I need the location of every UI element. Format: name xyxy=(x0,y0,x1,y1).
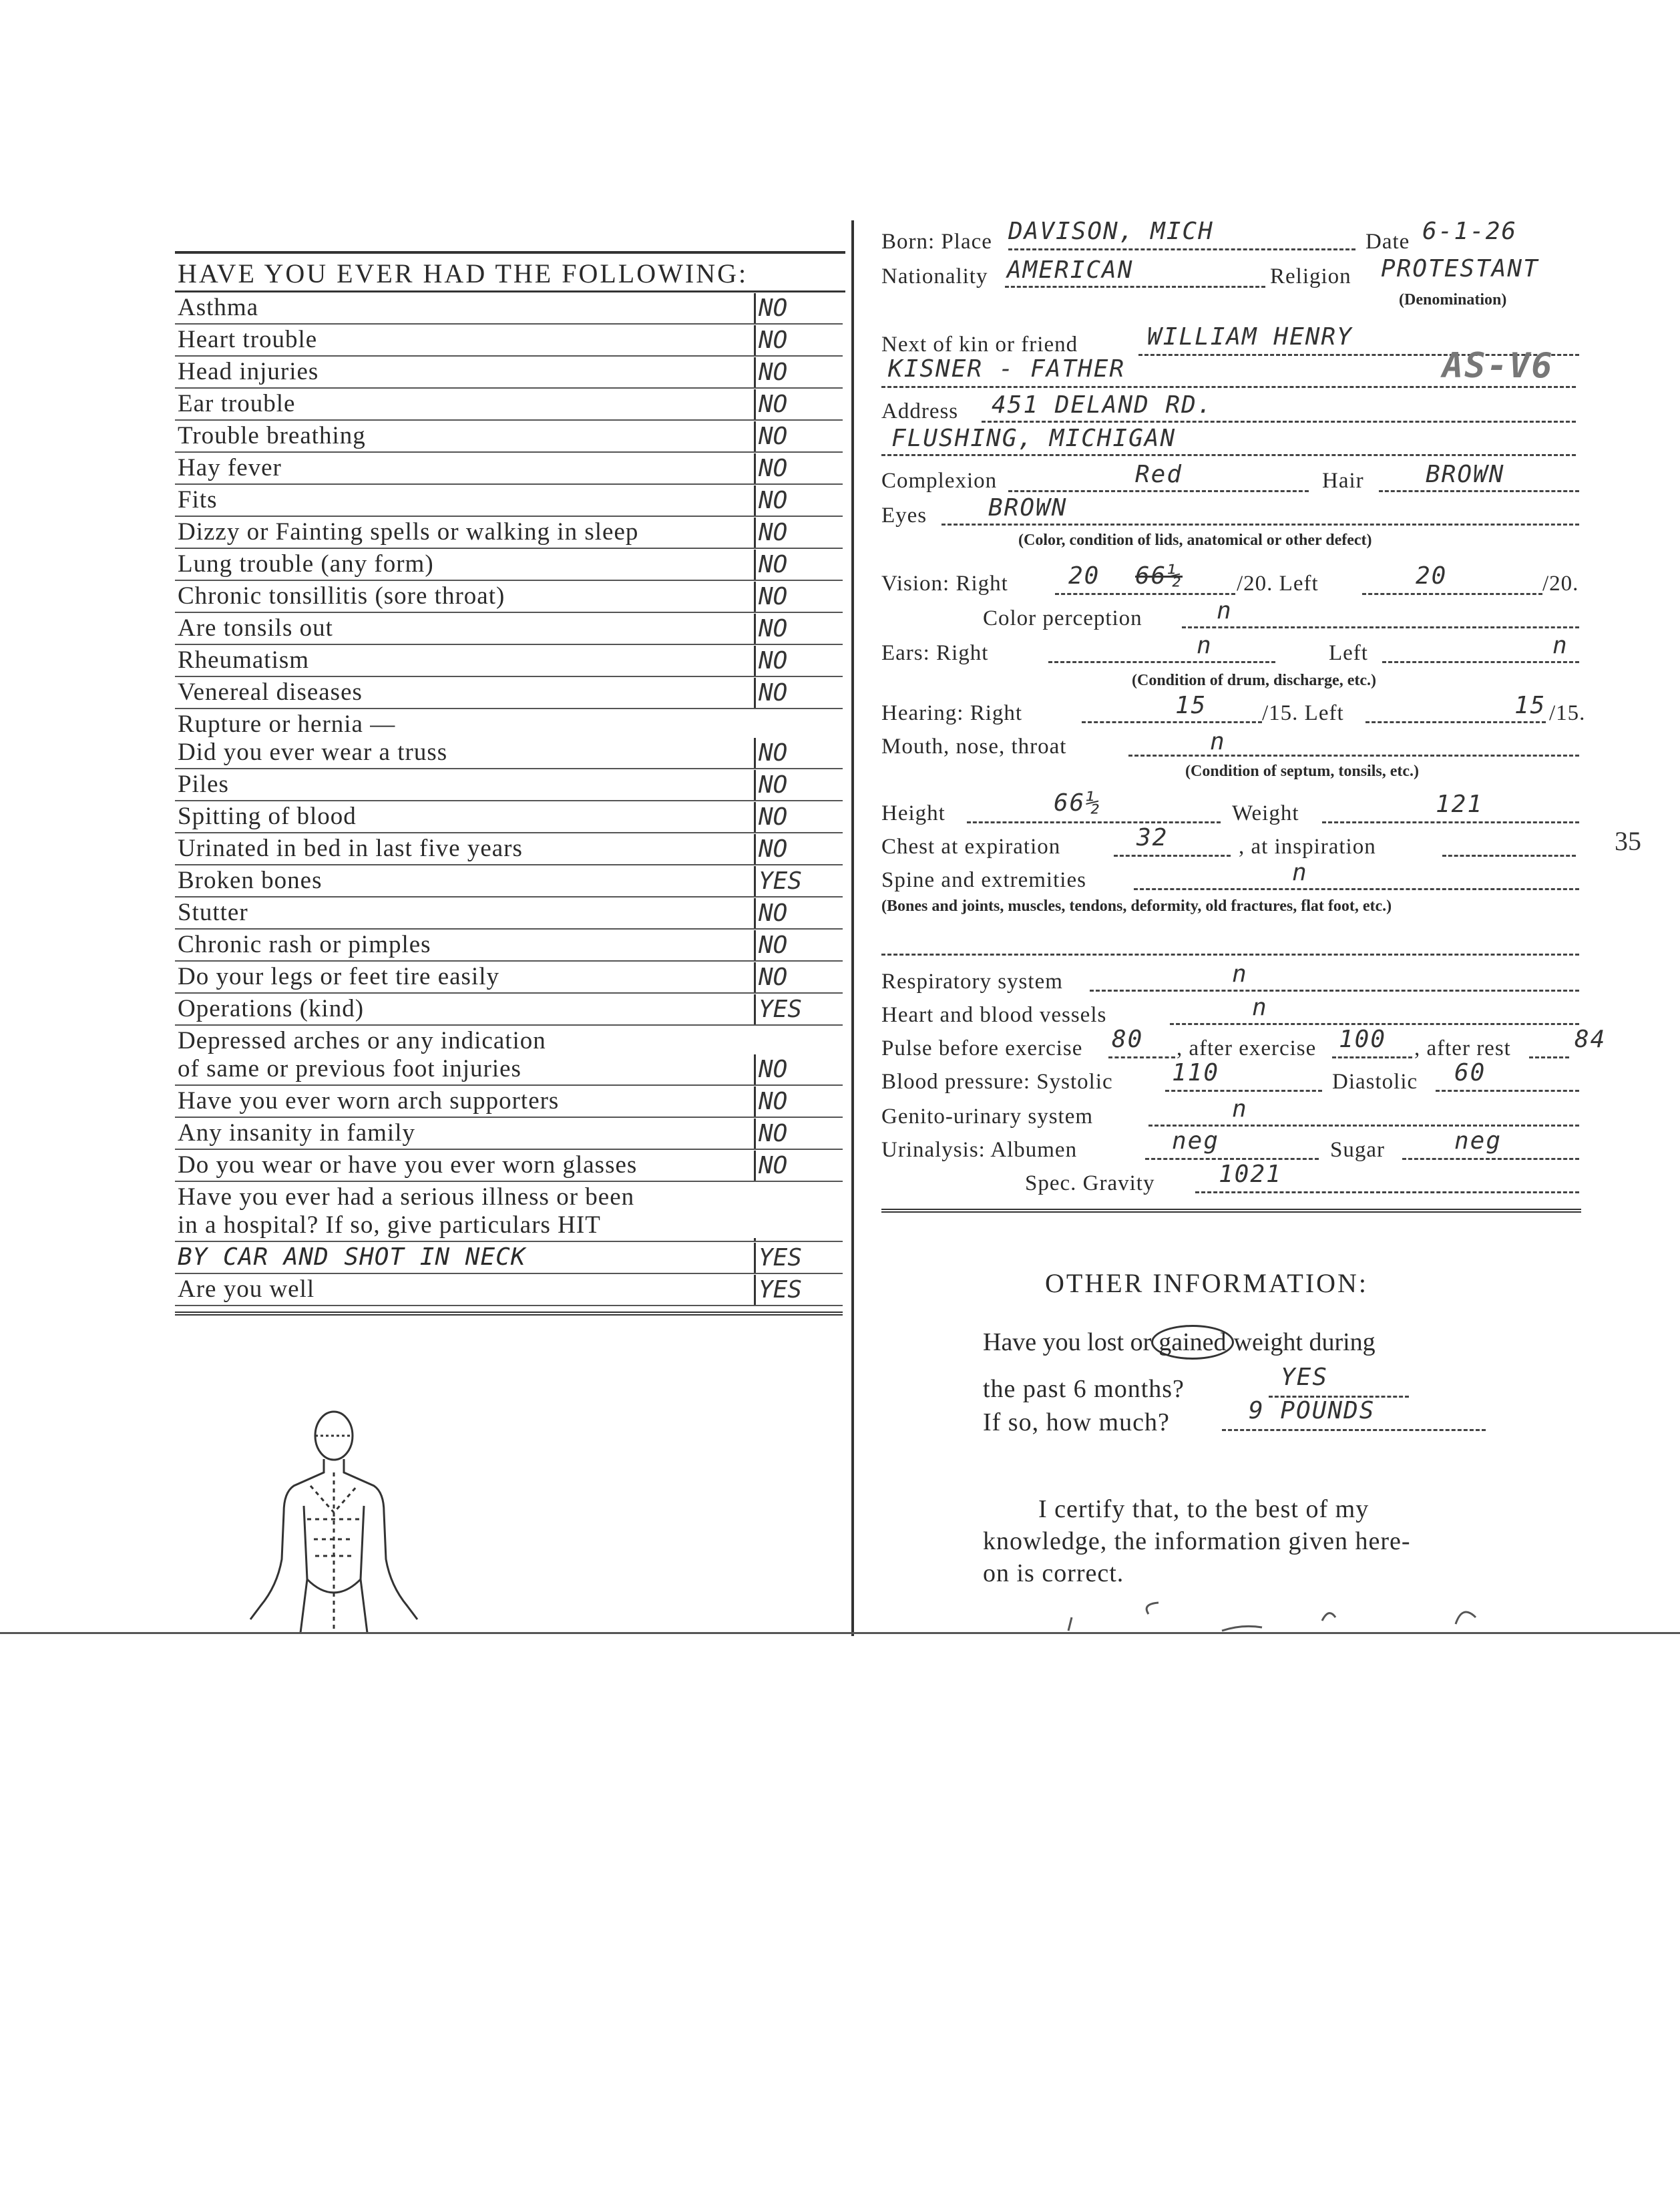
born-place-line xyxy=(1008,248,1355,250)
weight-question xyxy=(983,1328,1376,1357)
question-answer: NO xyxy=(754,930,843,960)
question-row xyxy=(175,1242,843,1274)
vision-label: Vision: Right xyxy=(881,572,1008,596)
question-text: Do your legs or feet tire easily xyxy=(178,963,500,990)
question-text: Rupture or hernia — Did you ever wear a truss xyxy=(178,711,448,766)
spine-label: Spine and extremities xyxy=(881,868,1086,892)
kin-line1: WILLIAM HENRY xyxy=(1147,323,1353,351)
question-row xyxy=(175,1086,843,1118)
question-text: Trouble breathing xyxy=(178,422,366,449)
pulse-rest-line xyxy=(1529,1056,1569,1058)
address-line2-rule xyxy=(881,454,1576,456)
office-stamp: AS-V6 xyxy=(1442,346,1554,386)
gu-label: Genito-urinary system xyxy=(881,1105,1094,1129)
question-text: Ear trouble xyxy=(178,390,296,417)
question-answer: NO xyxy=(754,550,843,580)
hair: BROWN xyxy=(1426,461,1505,488)
heart-value: n xyxy=(1252,994,1268,1021)
spine-value: n xyxy=(1292,859,1308,886)
weight-line xyxy=(1322,821,1579,823)
question-text: Hay fever xyxy=(178,454,282,481)
body-diagram-figure xyxy=(220,1406,447,1633)
address-label: Address xyxy=(881,399,959,423)
albumen-value: neg xyxy=(1172,1127,1220,1155)
question-row xyxy=(175,801,843,833)
gained-circled: gained xyxy=(1151,1325,1233,1360)
question-row xyxy=(175,1182,843,1242)
question-row xyxy=(175,1026,843,1086)
address-line1-rule xyxy=(982,421,1576,423)
question-text: Chronic tonsillitis (sore throat) xyxy=(178,582,505,610)
question-row xyxy=(175,581,843,613)
question-text: Heart trouble xyxy=(178,326,318,353)
question-row xyxy=(175,930,843,962)
spine-line xyxy=(1134,888,1579,890)
chest-insp-label: , at inspiration xyxy=(1239,835,1376,859)
kin-line2-rule xyxy=(881,386,1576,388)
hair-line xyxy=(1379,490,1579,492)
question-row xyxy=(175,517,843,549)
vision-end: /20. xyxy=(1542,572,1579,596)
weight-period-label: the past 6 months? xyxy=(983,1375,1185,1403)
religion-label: Religion xyxy=(1270,264,1351,288)
weight-amount-line xyxy=(1222,1429,1486,1431)
resp-line xyxy=(1090,990,1579,992)
born-place: DAVISON, MICH xyxy=(1008,218,1214,245)
question-text: Fits xyxy=(178,486,218,514)
question-answer: NO xyxy=(754,325,843,355)
spec-gravity: 1021 xyxy=(1219,1161,1282,1188)
religion: PROTESTANT xyxy=(1381,255,1539,282)
blank-rule xyxy=(881,954,1579,956)
mouth-line xyxy=(1128,755,1579,757)
nationality-line xyxy=(1005,286,1265,288)
other-info-title: OTHER INFORMATION: xyxy=(1045,1268,1368,1298)
question-row xyxy=(175,357,843,389)
resp-label: Respiratory system xyxy=(881,970,1063,994)
mouth-note: (Condition of septum, tonsils, etc.) xyxy=(1185,763,1420,780)
question-text: BY CAR AND SHOT IN NECK xyxy=(178,1243,526,1271)
certify-line3: on is correct. xyxy=(983,1559,1124,1587)
bp-systolic: 110 xyxy=(1172,1059,1220,1086)
question-answer: NO xyxy=(754,485,843,516)
eyes-note: (Color, condition of lids, anatomical or other defect) xyxy=(1018,532,1372,549)
question-text: Broken bones xyxy=(178,867,323,894)
hearing-mid: /15. Left xyxy=(1262,701,1344,725)
question-answer: YES xyxy=(754,866,843,896)
ears-right: n xyxy=(1197,632,1213,659)
bp-dia-label: Diastolic xyxy=(1332,1070,1418,1094)
date-label: Date xyxy=(1366,230,1410,254)
question-text: Stutter xyxy=(178,899,248,926)
question-row xyxy=(175,833,843,865)
question-answer: NO xyxy=(754,770,843,800)
vision-right: 20 xyxy=(1068,562,1100,590)
height-line xyxy=(967,821,1221,823)
bp-sys-line xyxy=(1165,1090,1322,1092)
section-rule xyxy=(881,1209,1581,1213)
question-text: Spitting of blood xyxy=(178,803,357,830)
question-text: Operations (kind) xyxy=(178,995,365,1022)
pulse-after: 100 xyxy=(1339,1026,1387,1053)
height-value: 66½ xyxy=(1054,789,1102,817)
heart-line xyxy=(1170,1023,1579,1025)
heart-label: Heart and blood vessels xyxy=(881,1003,1107,1027)
questionnaire-title: HAVE YOU EVER HAD THE FOLLOWING: xyxy=(175,251,845,292)
question-list xyxy=(175,292,843,1306)
urinalysis-label: Urinalysis: Albumen xyxy=(881,1138,1078,1162)
color-perception-label: Color perception xyxy=(983,606,1142,630)
spine-note: (Bones and joints, muscles, tendons, deformity, old fractures, flat foot, etc.) xyxy=(881,897,1392,915)
question-row xyxy=(175,1274,843,1306)
question-answer: NO xyxy=(754,1119,843,1149)
kin-label: Next of kin or friend xyxy=(881,333,1078,357)
pulse-rest: 84 xyxy=(1574,1026,1607,1053)
question-row xyxy=(175,421,843,453)
sugar-label: Sugar xyxy=(1330,1138,1385,1162)
gu-value: n xyxy=(1232,1095,1248,1123)
certify-line1: I certify that, to the best of my xyxy=(1038,1495,1370,1523)
chest-expiration: 32 xyxy=(1136,824,1169,851)
question-row xyxy=(175,994,843,1026)
question-text: Any insanity in family xyxy=(178,1119,415,1147)
born-label: Born: Place xyxy=(881,230,992,254)
weight-label: Weight xyxy=(1232,801,1299,825)
column-divider xyxy=(851,220,854,1636)
weight-amount: 9 POUNDS xyxy=(1249,1397,1376,1424)
question-answer: YES xyxy=(754,994,843,1024)
question-text: Have you ever worn arch supporters xyxy=(178,1087,560,1115)
ears-right-line xyxy=(1048,661,1275,663)
question-row xyxy=(175,769,843,801)
vision-right-line xyxy=(1055,593,1235,595)
color-perception: n xyxy=(1217,597,1233,624)
pulse-after-label: , after exercise xyxy=(1177,1036,1317,1060)
question-text: Chronic rash or pimples xyxy=(178,931,431,958)
ears-left: n xyxy=(1552,632,1568,659)
question-text: Piles xyxy=(178,771,229,798)
question-answer: NO xyxy=(754,1054,843,1084)
question-answer: NO xyxy=(754,1151,843,1181)
weight-question-part2: weight during xyxy=(1233,1328,1376,1356)
bp-dia-line xyxy=(1436,1090,1579,1092)
question-answer: NO xyxy=(754,738,843,768)
questionnaire-bottom-rule xyxy=(175,1312,843,1316)
hearing-right: 15 xyxy=(1175,692,1207,719)
certify-line2: knowledge, the information given here- xyxy=(983,1527,1411,1555)
spec-gravity-line xyxy=(1195,1191,1579,1193)
ears-left-label: Left xyxy=(1329,641,1368,665)
question-text: Dizzy or Fainting spells or walking in sleep xyxy=(178,518,639,546)
question-text: Depressed arches or any indication of same or previous foot injuries xyxy=(178,1027,546,1082)
question-row xyxy=(175,292,843,325)
question-text: Head injuries xyxy=(178,358,319,385)
question-row xyxy=(175,453,843,485)
hearing-label: Hearing: Right xyxy=(881,701,1023,725)
hearing-left-line xyxy=(1366,721,1546,723)
question-row xyxy=(175,549,843,581)
weight-value: 121 xyxy=(1436,791,1484,818)
sugar-value: neg xyxy=(1454,1127,1502,1155)
bp-label: Blood pressure: Systolic xyxy=(881,1070,1113,1094)
birth-date: 6-1-26 xyxy=(1422,218,1518,245)
kin-line2: KISNER - FATHER xyxy=(888,355,1126,383)
question-answer: NO xyxy=(754,453,843,483)
vision-left-line xyxy=(1362,593,1542,595)
vision-mid-label: /20. Left xyxy=(1237,572,1319,596)
ears-left-line xyxy=(1382,661,1579,663)
chest-inspiration: 35 xyxy=(1615,826,1641,856)
height-label: Height xyxy=(881,801,946,825)
eyes-label: Eyes xyxy=(881,504,927,528)
question-text: Do you wear or have you ever worn glasses xyxy=(178,1151,638,1179)
question-row xyxy=(175,389,843,421)
question-row xyxy=(175,645,843,677)
question-text: Rheumatism xyxy=(178,646,310,674)
complexion: Red xyxy=(1135,461,1183,488)
question-row xyxy=(175,485,843,517)
pulse-rest-label: , after rest xyxy=(1414,1036,1511,1060)
question-answer: NO xyxy=(754,614,843,644)
address-line1: 451 DELAND RD. xyxy=(992,391,1213,419)
question-text: Urinated in bed in last five years xyxy=(178,835,523,862)
ears-note: (Condition of drum, discharge, etc.) xyxy=(1132,672,1376,689)
question-answer xyxy=(754,1238,843,1241)
pulse-before: 80 xyxy=(1112,1026,1144,1053)
question-row xyxy=(175,962,843,994)
nationality: AMERICAN xyxy=(1007,256,1134,284)
denomination-note: (Denomination) xyxy=(1399,291,1507,309)
vision-right-crossed: 66½ xyxy=(1135,562,1183,590)
question-answer: NO xyxy=(754,293,843,323)
nationality-label: Nationality xyxy=(881,264,988,288)
pulse-after-line xyxy=(1332,1056,1412,1058)
question-row xyxy=(175,1150,843,1182)
question-row xyxy=(175,613,843,645)
question-answer: NO xyxy=(754,646,843,676)
address-line2: FLUSHING, MICHIGAN xyxy=(891,425,1177,452)
question-answer: NO xyxy=(754,962,843,992)
question-answer: NO xyxy=(754,518,843,548)
question-answer: NO xyxy=(754,582,843,612)
question-row xyxy=(175,897,843,930)
weight-question-part1: Have you lost or xyxy=(983,1328,1152,1356)
hearing-end: /15. xyxy=(1549,701,1586,725)
pulse-label: Pulse before exercise xyxy=(881,1036,1083,1060)
how-much-label: If so, how much? xyxy=(983,1408,1170,1436)
chest-exp-line xyxy=(1114,855,1231,857)
hair-label: Hair xyxy=(1322,469,1364,493)
question-answer: NO xyxy=(754,802,843,832)
hearing-left: 15 xyxy=(1514,692,1546,719)
question-answer: NO xyxy=(754,357,843,387)
question-row xyxy=(175,677,843,709)
question-answer: NO xyxy=(754,898,843,928)
vision-left: 20 xyxy=(1416,562,1448,590)
mouth-label: Mouth, nose, throat xyxy=(881,735,1067,759)
pulse-before-line xyxy=(1108,1056,1175,1058)
chest-label: Chest at expiration xyxy=(881,835,1061,859)
sugar-line xyxy=(1402,1158,1579,1160)
question-answer: YES xyxy=(754,1275,843,1305)
complexion-line xyxy=(1008,490,1309,492)
mouth-value: n xyxy=(1210,728,1226,755)
question-row xyxy=(175,325,843,357)
question-text: Asthma xyxy=(178,294,259,321)
signature-fragment xyxy=(1042,1597,1509,1637)
question-answer: NO xyxy=(754,1086,843,1117)
complexion-label: Complexion xyxy=(881,469,998,493)
question-answer: NO xyxy=(754,678,843,708)
color-perception-line xyxy=(1182,626,1579,628)
question-text: Are you well xyxy=(178,1275,315,1303)
hearing-right-line xyxy=(1082,721,1262,723)
question-answer: NO xyxy=(754,421,843,451)
resp-value: n xyxy=(1232,960,1248,988)
spec-gravity-label: Spec. Gravity xyxy=(1025,1171,1155,1195)
question-answer: NO xyxy=(754,389,843,419)
question-answer: NO xyxy=(754,834,843,864)
gu-line xyxy=(1148,1125,1579,1127)
eyes-line xyxy=(941,524,1579,526)
bp-diastolic: 60 xyxy=(1454,1059,1486,1086)
chest-insp-line xyxy=(1442,855,1576,857)
question-row xyxy=(175,1118,843,1150)
weight-change-answer: YES xyxy=(1281,1364,1329,1391)
question-text: Lung trouble (any form) xyxy=(178,550,434,578)
albumen-line xyxy=(1145,1158,1319,1160)
question-answer: YES xyxy=(754,1243,843,1273)
question-text: Venereal diseases xyxy=(178,678,363,706)
question-text: Are tonsils out xyxy=(178,614,333,642)
question-row xyxy=(175,865,843,897)
ears-label: Ears: Right xyxy=(881,641,989,665)
question-text: Have you ever had a serious illness or been in a hospital? If so, give particulars HIT xyxy=(178,1183,635,1239)
question-row xyxy=(175,709,843,769)
eyes: BROWN xyxy=(988,494,1068,522)
